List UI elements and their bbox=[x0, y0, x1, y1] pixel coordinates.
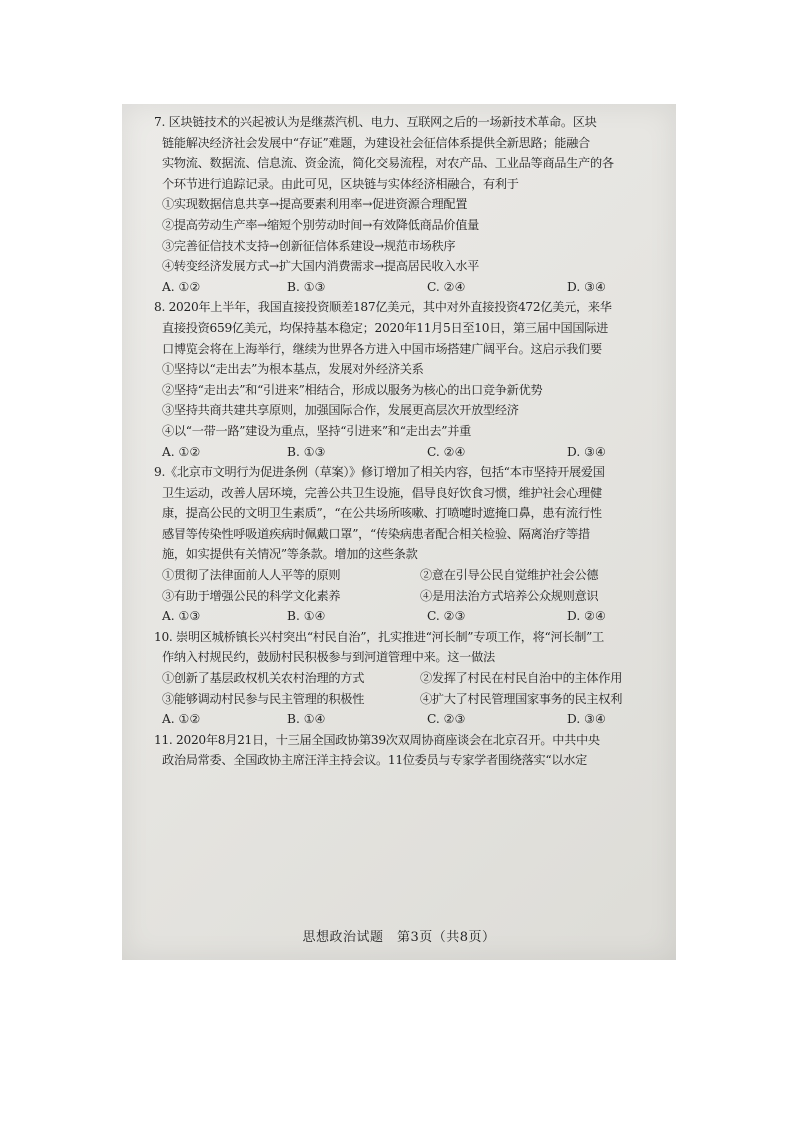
statement-option: ②意在引导公民自觉维护社会公德 bbox=[420, 568, 599, 583]
choice-b: B. ①③ bbox=[287, 279, 326, 294]
exam-content bbox=[154, 112, 662, 771]
statement-option: ④是用法治方式培养公众规则意识 bbox=[420, 588, 599, 603]
choice-a: A. ①② bbox=[162, 279, 201, 294]
question-text-line: 政治局常委、全国政协主席汪洋主持会议。11位委员与专家学者围绕落实“以水定 bbox=[162, 753, 588, 768]
choice-a: A. ①③ bbox=[162, 609, 201, 624]
statement-option: ③能够调动村民参与民主管理的积极性 bbox=[162, 691, 365, 706]
statement-option: ②提高劳动生产率→缩短个别劳动时间→有效降低商品价值量 bbox=[162, 217, 480, 232]
question-text-line: 作纳入村规民约，鼓励村民积极参与到河道管理中来。这一做法 bbox=[162, 650, 495, 665]
question-text-line: 11. 2020年8月21日，十三届全国政协第39次双周协商座谈会在北京召开。中共中央 bbox=[154, 732, 600, 747]
choice-c: C. ②③ bbox=[427, 609, 466, 624]
question-9 bbox=[154, 462, 662, 627]
statement-option: ③有助于增强公民的科学文化素养 bbox=[162, 588, 341, 603]
question-text-line: 卫生运动，改善人居环境，完善公共卫生设施，倡导良好饮食习惯，维护社会心理健 bbox=[162, 485, 602, 500]
choice-b: B. ①④ bbox=[287, 712, 326, 727]
statement-option-row bbox=[162, 668, 662, 689]
question-text-line: 施，如实提供有关情况”等条款。增加的这些条款 bbox=[162, 547, 418, 562]
statement-option: ③完善征信技术支持→创新征信体系建设→规范市场秩序 bbox=[162, 238, 456, 253]
statement-option: ③坚持共商共建共享原则，加强国际合作，发展更高层次开放型经济 bbox=[162, 403, 519, 418]
choice-a: A. ①② bbox=[162, 712, 201, 727]
answer-choices bbox=[162, 442, 662, 463]
choice-c: C. ②④ bbox=[427, 279, 466, 294]
statement-option: ①贯彻了法律面前人人平等的原则 bbox=[162, 568, 341, 583]
statement-option: ②坚持“走出去”和“引进来”相结合，形成以服务为核心的出口竞争新优势 bbox=[162, 382, 543, 397]
statement-option: ②发挥了村民在村民自治中的主体作用 bbox=[420, 671, 623, 686]
statement-option-row bbox=[162, 565, 662, 586]
statement-option-row bbox=[162, 689, 662, 710]
page-footer: 思想政治试题 第3页（共8页） bbox=[302, 930, 496, 945]
question-text-line: 10. 崇明区城桥镇长兴村突出“村民自治”，扎实推进“河长制”专项工作，将“河长制”工 bbox=[154, 629, 604, 644]
statement-option: ④转变经济发展方式→扩大国内消费需求→提高居民收入水平 bbox=[162, 259, 480, 274]
answer-choices bbox=[162, 709, 662, 730]
answer-choices bbox=[162, 606, 662, 627]
question-11 bbox=[154, 730, 662, 771]
question-text-line: 康，提高公民的文明卫生素质”，“在公共场所咳嗽、打喷嚏时遮掩口鼻，患有流行性 bbox=[162, 506, 602, 521]
choice-d: D. ③④ bbox=[567, 444, 606, 459]
question-text-line: 9.《北京市文明行为促进条例（草案）》修订增加了相关内容，包括“本市坚持开展爱国 bbox=[154, 465, 605, 480]
statement-option: ①实现数据信息共享→提高要素利用率→促进资源合理配置 bbox=[162, 197, 468, 212]
answer-choices bbox=[162, 277, 662, 298]
question-8 bbox=[154, 297, 662, 462]
question-text-line: 口博览会将在上海举行，继续为世界各方进入中国市场搭建广阔平台。这启示我们要 bbox=[162, 341, 602, 356]
scanned-page-photo bbox=[122, 104, 676, 960]
question-text-line: 实物流、数据流、信息流、资金流，简化交易流程，对农产品、工业品等商品生产的各 bbox=[162, 156, 614, 171]
choice-b: B. ①③ bbox=[287, 444, 326, 459]
choice-d: D. ②④ bbox=[567, 609, 606, 624]
statement-option: ④扩大了村民管理国家事务的民主权利 bbox=[420, 691, 623, 706]
statement-option: ④以“一带一路”建设为重点，坚持“引进来”和“走出去”并重 bbox=[162, 423, 471, 438]
choice-d: D. ③④ bbox=[567, 712, 606, 727]
question-text-line: 链能解决经济社会发展中“存证”难题，为建设社会征信体系提供全新思路；能融合 bbox=[162, 135, 590, 150]
choice-b: B. ①④ bbox=[287, 609, 326, 624]
choice-c: C. ②④ bbox=[427, 444, 466, 459]
question-text-line: 7. 区块链技术的兴起被认为是继蒸汽机、电力、互联网之后的一场新技术革命。区块 bbox=[154, 115, 597, 129]
question-7 bbox=[154, 112, 662, 297]
statement-option: ①创新了基层政权机关农村治理的方式 bbox=[162, 671, 365, 686]
choice-a: A. ①② bbox=[162, 444, 201, 459]
statement-option-row bbox=[162, 586, 662, 607]
question-text-line: 8. 2020年上半年，我国直接投资顺差187亿美元，其中对外直接投资472亿美元，来华 bbox=[154, 300, 612, 315]
question-10 bbox=[154, 627, 662, 730]
question-text-line: 感冒等传染性呼吸道疾病时佩戴口罩”，“传染病患者配合相关检验、隔离治疗等措 bbox=[162, 526, 590, 541]
choice-c: C. ②③ bbox=[427, 712, 466, 727]
choice-d: D. ③④ bbox=[567, 279, 606, 294]
question-text-line: 个环节进行追踪记录。由此可见，区块链与实体经济相融合，有利于 bbox=[162, 176, 519, 191]
statement-option: ①坚持以“走出去”为根本基点，发展对外经济关系 bbox=[162, 362, 424, 377]
question-text-line: 直接投资659亿美元，均保持基本稳定；2020年11月5日至10日，第三届中国国际进 bbox=[162, 320, 609, 335]
